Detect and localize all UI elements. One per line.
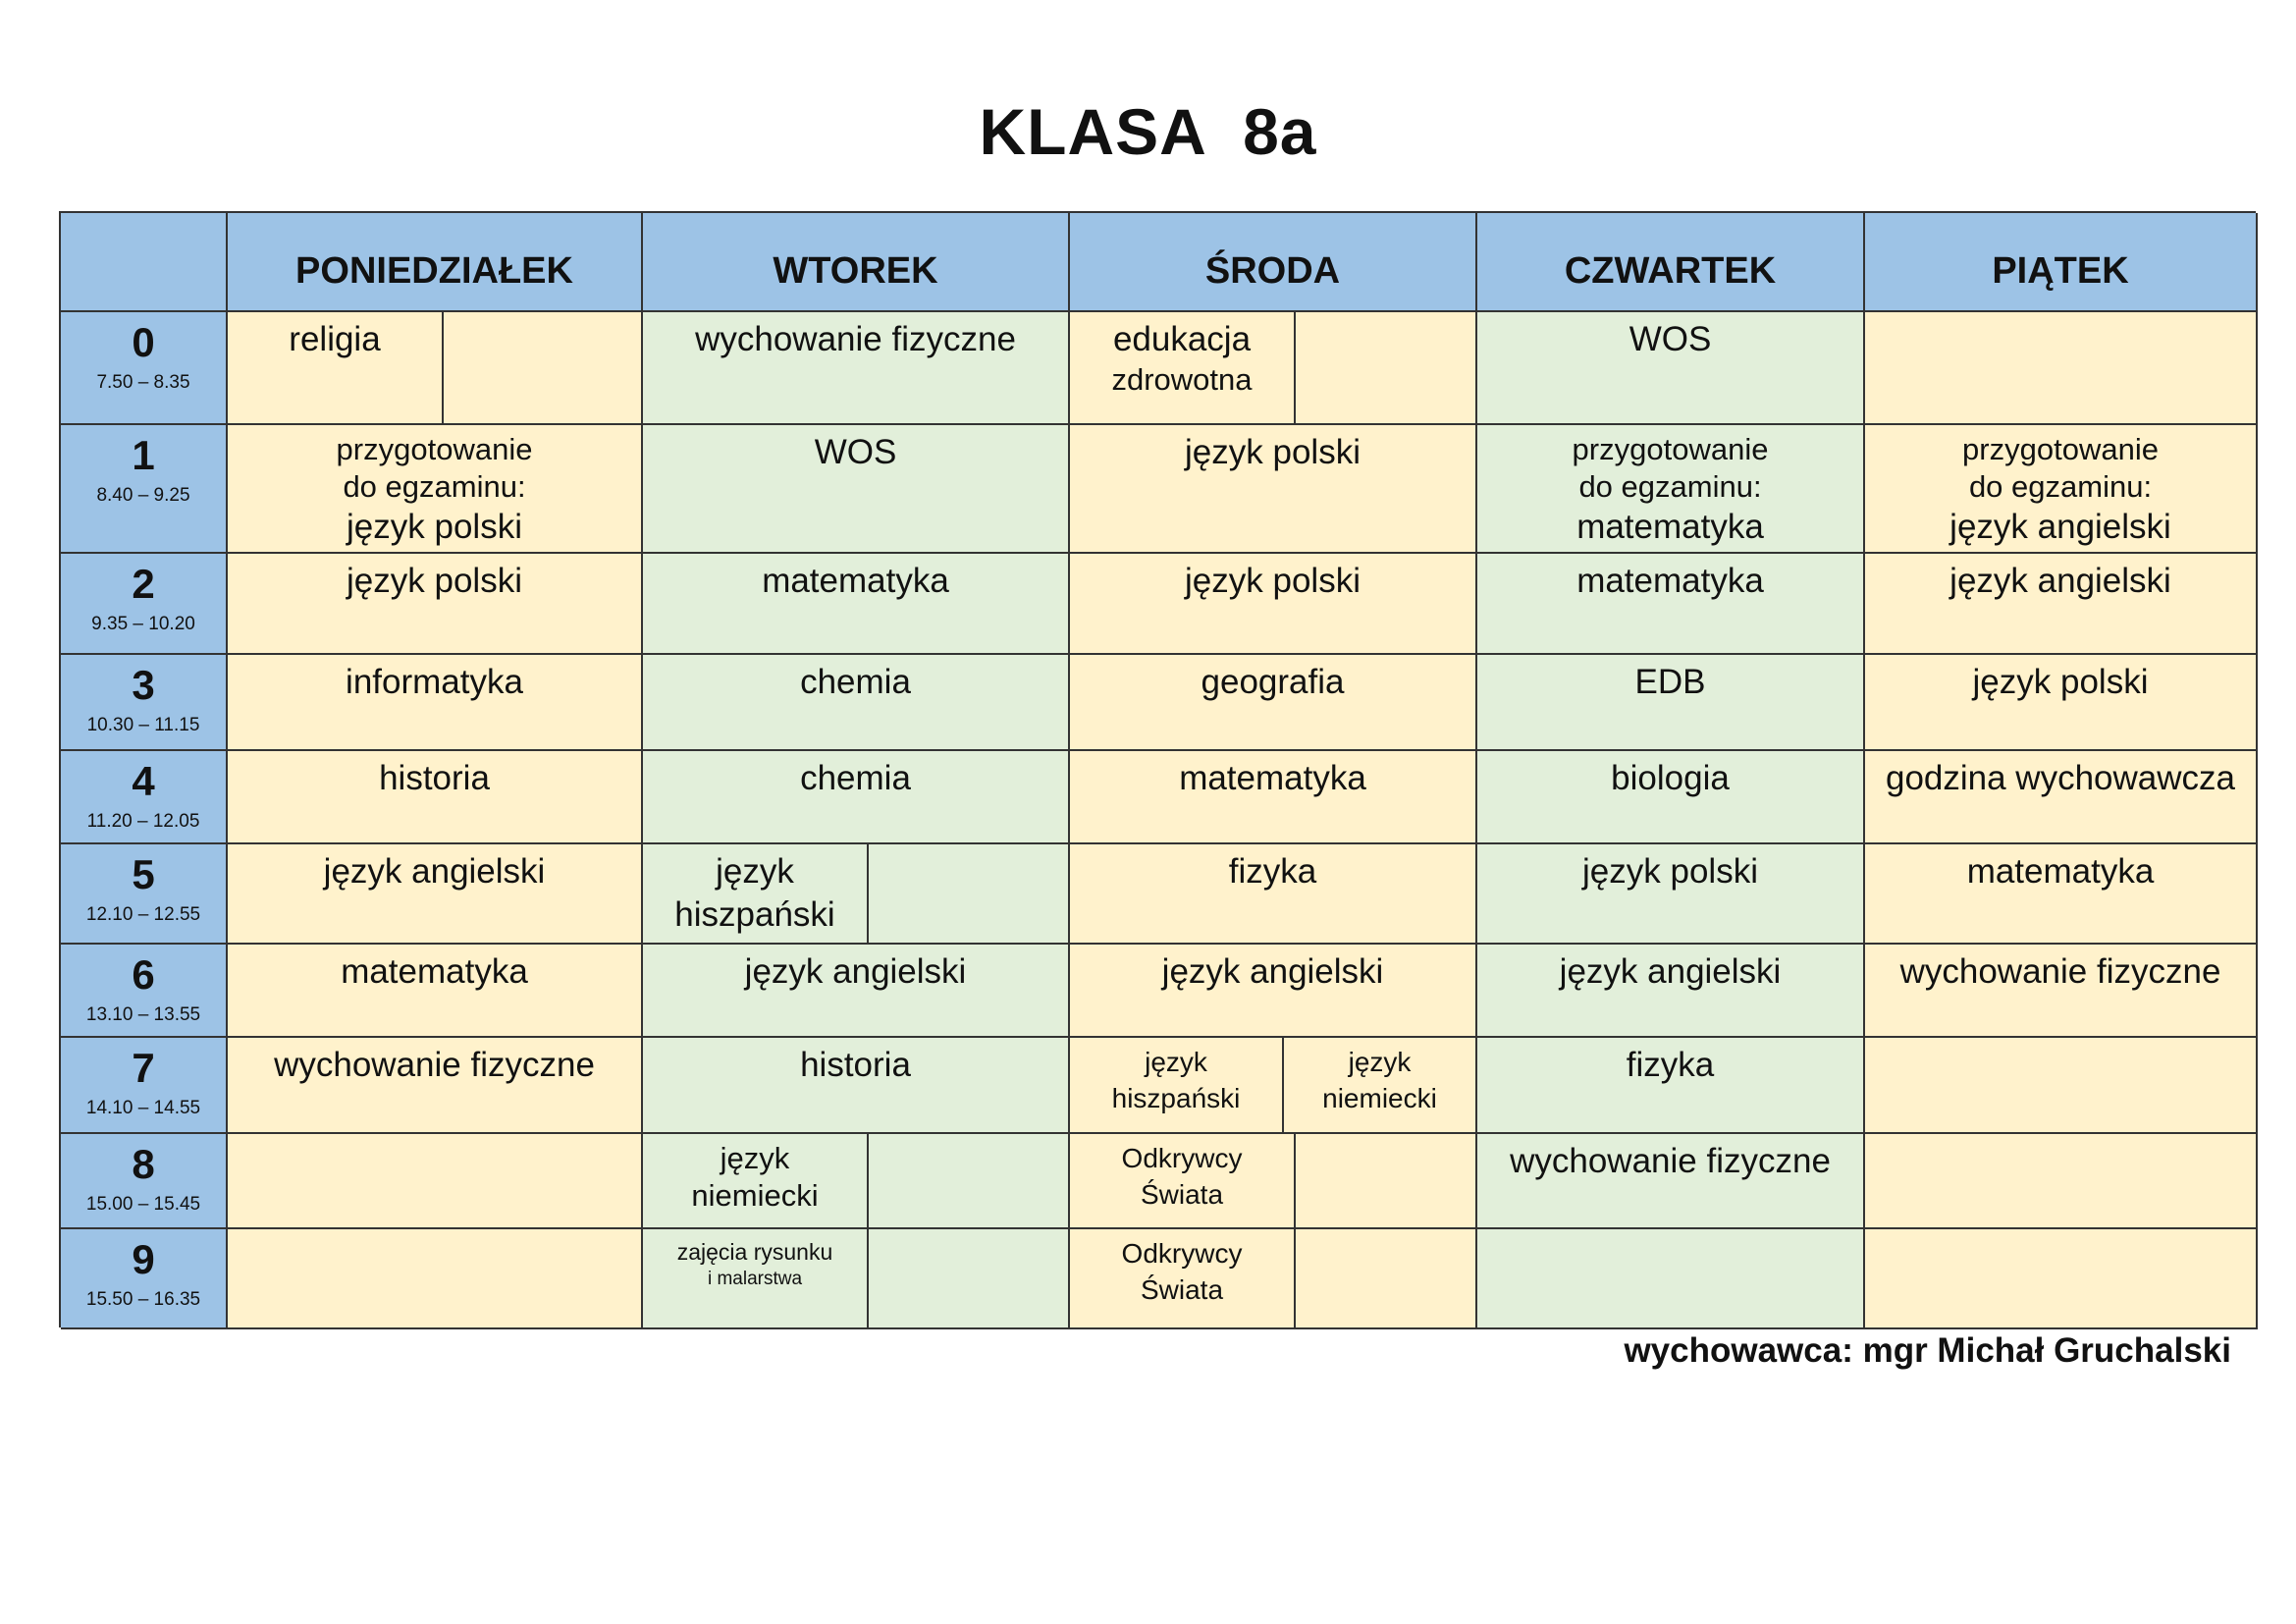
lesson-cell-fri-5 [1865,844,2258,945]
lesson-time: 15.50 – 16.35 [85,1289,201,1310]
lesson-cell-wed-7-a [1070,1038,1284,1134]
subject-label: język angielski [1161,952,1384,991]
lesson-cell-fri-2 [1865,554,2258,655]
lesson-number-cell [61,554,228,655]
lesson-number-cell [61,655,228,751]
lesson-cell-thu-3 [1477,655,1865,751]
lesson-time: 13.10 – 13.55 [85,1004,201,1025]
subject-line: przygotowanie [1962,432,2159,466]
day-header-wed: ŚRODA [1070,213,1477,312]
lesson-number: 7 [132,1045,155,1091]
lesson-number-cell [61,751,228,844]
lesson-cell-thu-8 [1477,1134,1865,1229]
lesson-number: 4 [132,758,155,804]
lesson-cell-wed-4 [1070,751,1477,844]
subject-label: Odkrywcy Świata [1121,1238,1243,1305]
lesson-cell-mon-2 [228,554,643,655]
lesson-time: 15.00 – 15.45 [85,1194,201,1215]
lesson-cell-fri-3 [1865,655,2258,751]
subject-label: chemia [800,663,911,701]
page-title: KLASA 8a [979,95,1317,168]
lesson-time: 14.10 – 14.55 [85,1098,201,1118]
lesson-cell-thu-0 [1477,312,1865,425]
lesson-cell-tue-2 [643,554,1070,655]
lesson-cell-tue-4 [643,751,1070,844]
lesson-cell-fri-0 [1865,312,2258,425]
subject-label: język hiszpański [674,852,835,934]
subject-label: geografia [1201,663,1345,701]
lesson-cell-tue-8-b [869,1134,1070,1229]
subject-label: fizyka [1626,1046,1715,1084]
lesson-cell-mon-0-b [444,312,643,425]
lesson-cell-thu-2 [1477,554,1865,655]
subject-label: język polski [1185,433,1361,471]
lesson-cell-wed-7-b [1284,1038,1477,1134]
subject-label: język niemiecki [1322,1047,1437,1113]
subject-line: do egzaminu: [343,469,526,504]
lesson-number: 1 [132,432,155,478]
lesson-number-cell [61,1038,228,1134]
corner-cell [61,213,228,312]
lesson-cell-thu-7 [1477,1038,1865,1134]
lesson-cell-fri-8 [1865,1134,2258,1229]
lesson-cell-mon-7 [228,1038,643,1134]
lesson-cell-wed-8-b [1296,1134,1477,1229]
subject-label: WOS [1629,320,1712,358]
lesson-cell-wed-9-a [1070,1229,1296,1329]
subject-line: język angielski [1949,508,2171,546]
subject-label: wychowanie fizyczne [695,320,1016,358]
lesson-cell-tue-3 [643,655,1070,751]
day-header-fri: PIĄTEK [1865,213,2258,312]
subject-label: matematyka [1576,562,1764,600]
day-header-thu: CZWARTEK [1477,213,1865,312]
lesson-number-cell [61,844,228,945]
lesson-cell-fri-9 [1865,1229,2258,1329]
subject-label: informatyka [346,663,523,701]
lesson-time: 12.10 – 12.55 [85,904,201,925]
lesson-time: 8.40 – 9.25 [96,485,190,506]
lesson-time: 9.35 – 10.20 [91,614,195,634]
lesson-cell-fri-6 [1865,945,2258,1038]
subject-label: matematyka [762,562,949,600]
lesson-cell-tue-0 [643,312,1070,425]
lesson-number-cell [61,945,228,1038]
subject-label: EDB [1634,663,1706,701]
lesson-cell-thu-5 [1477,844,1865,945]
subject-label: wychowanie fizyczne [1510,1142,1831,1180]
subject-line: do egzaminu: [1578,469,1762,504]
lesson-cell-tue-9-a [643,1229,869,1329]
subject-label: chemia [800,759,911,797]
lesson-number-cell [61,1134,228,1229]
subject-line: zajęcia rysunku [676,1239,833,1265]
subject-label: WOS [814,433,897,471]
subject-label: język angielski [744,952,967,991]
lesson-cell-mon-5 [228,844,643,945]
day-header-tue: WTOREK [643,213,1070,312]
timetable [59,211,2256,1327]
subject-line: przygotowanie [336,432,533,466]
lesson-cell-mon-0-a [228,312,444,425]
lesson-cell-fri-7 [1865,1038,2258,1134]
lesson-cell-tue-5-b [869,844,1070,945]
class-teacher: wychowawca: mgr Michał Gruchalski [1624,1331,2231,1370]
lesson-number: 0 [132,319,155,365]
lesson-cell-wed-0-a [1070,312,1296,425]
lesson-number: 3 [132,662,155,708]
subject-label: matematyka [1179,759,1366,797]
subject-label: język polski [1185,562,1361,600]
lesson-cell-wed-3 [1070,655,1477,751]
subject-label: język angielski [1949,562,2171,600]
subject-label: język angielski [323,852,546,891]
lesson-cell-wed-1 [1070,425,1477,554]
subject-label: godzina wychowawcza [1885,759,2235,797]
subject-label: biologia [1611,759,1730,797]
subject-label: Odkrywcy Świata [1121,1143,1243,1210]
lesson-number: 8 [132,1141,155,1187]
lesson-cell-mon-9 [228,1229,643,1329]
subject-label: historia [800,1046,911,1084]
lesson-cell-fri-1 [1865,425,2258,554]
lesson-cell-mon-6 [228,945,643,1038]
subject-line: edukacja [1112,320,1252,358]
lesson-cell-tue-7 [643,1038,1070,1134]
lesson-number: 2 [132,561,155,607]
lesson-cell-fri-4 [1865,751,2258,844]
subject-label: matematyka [341,952,528,991]
lesson-cell-tue-6 [643,945,1070,1038]
lesson-cell-thu-1 [1477,425,1865,554]
subject-label: religia [289,320,381,358]
subject-line: język polski [347,508,522,546]
lesson-number-cell [61,425,228,554]
subject-label: język polski [1972,663,2149,701]
subject-label: język polski [1582,852,1758,891]
lesson-time: 11.20 – 12.05 [86,811,200,832]
subject-label: wychowanie fizyczne [1899,952,2221,991]
lesson-cell-tue-5-a [643,844,869,945]
subject-label: wychowanie fizyczne [274,1046,595,1084]
lesson-cell-wed-0-b [1296,312,1477,425]
lesson-cell-wed-8-a [1070,1134,1296,1229]
lesson-cell-tue-1 [643,425,1070,554]
lesson-cell-wed-2 [1070,554,1477,655]
lesson-number-cell [61,312,228,425]
lesson-number: 5 [132,851,155,897]
subject-label: matematyka [1966,852,2155,891]
lesson-time: 7.50 – 8.35 [96,372,190,393]
lesson-number: 9 [132,1236,155,1282]
subject-label: fizyka [1228,852,1317,891]
lesson-cell-mon-4 [228,751,643,844]
subject-label: historia [379,759,490,797]
lesson-number-cell [61,1229,228,1329]
lesson-cell-thu-9 [1477,1229,1865,1329]
subject-line: zdrowotna [1111,362,1253,397]
subject-line: matematyka [1576,508,1764,546]
lesson-cell-tue-8-a [643,1134,869,1229]
day-header-mon: PONIEDZIAŁEK [228,213,643,312]
subject-line: i malarstwa [707,1269,803,1289]
lesson-cell-thu-6 [1477,945,1865,1038]
lesson-cell-thu-4 [1477,751,1865,844]
lesson-cell-mon-3 [228,655,643,751]
subject-label: język hiszpański [1111,1047,1241,1113]
subject-label: język angielski [1559,952,1782,991]
lesson-cell-wed-9-b [1296,1229,1477,1329]
lesson-cell-tue-9-b [869,1229,1070,1329]
lesson-number: 6 [132,951,155,998]
lesson-cell-wed-6 [1070,945,1477,1038]
lesson-cell-mon-8 [228,1134,643,1229]
lesson-cell-wed-5 [1070,844,1477,945]
subject-line: do egzaminu: [1968,469,2153,504]
subject-label: język polski [347,562,522,600]
lesson-cell-mon-1 [228,425,643,554]
lesson-time: 10.30 – 11.15 [86,715,200,735]
subject-line: przygotowanie [1572,432,1769,466]
subject-label: język niemiecki [691,1141,819,1213]
